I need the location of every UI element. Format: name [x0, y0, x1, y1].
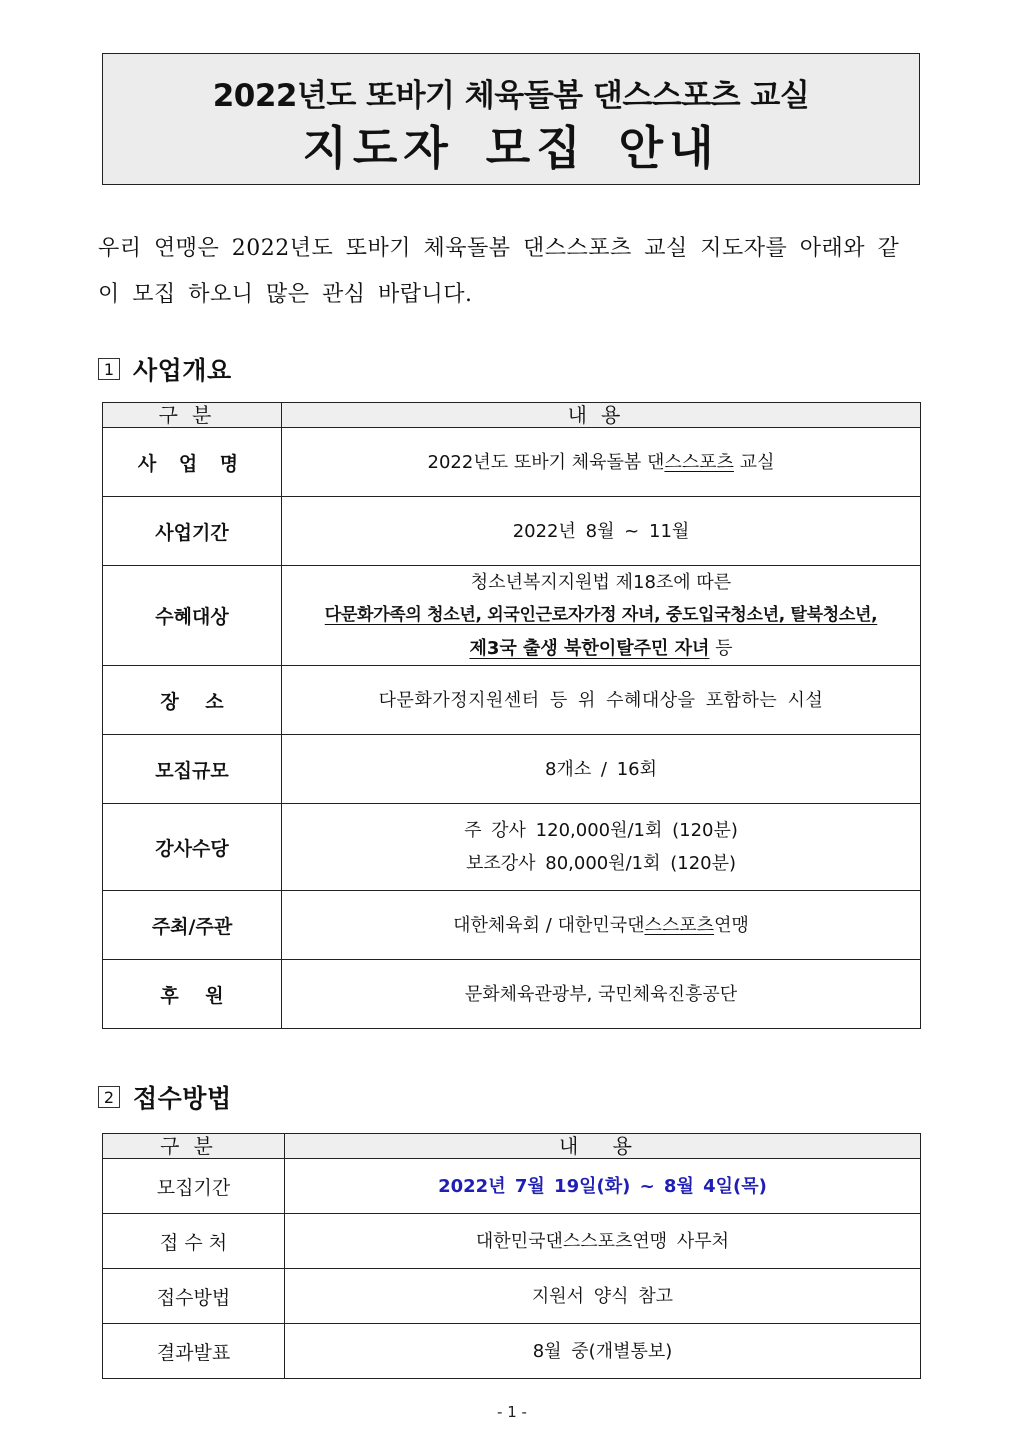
header-category: 구분 [103, 403, 282, 428]
table-header-row [103, 403, 921, 428]
row-value: 8월 중(개별통보) [285, 1324, 921, 1379]
row-value: 다문화가정지원센터 등 위 수혜대상을 포함하는 시설 [282, 666, 921, 735]
page-number: - 1 - [497, 1403, 527, 1421]
table-row [103, 497, 921, 566]
row-value: 2022년 7월 19일(화) ~ 8월 4일(목) [285, 1159, 921, 1214]
table-row [103, 566, 921, 666]
header-content: 내용 [282, 403, 921, 428]
table-row [103, 891, 921, 960]
table-row [103, 804, 921, 891]
table-row [103, 1324, 921, 1379]
row-value [282, 804, 921, 891]
row-value: 대한민국댄스스포츠연맹 사무처 [285, 1214, 921, 1269]
row-label: 주최/주관 [103, 891, 282, 960]
row-label: 접 수 처 [103, 1214, 285, 1269]
target-line-3: 제3국 출생 북한이탈주민 자녀 등 [469, 638, 733, 659]
title-box [102, 53, 920, 185]
row-label: 결과발표 [103, 1324, 285, 1379]
row-label: 장 소 [103, 666, 282, 735]
row-value: 8개소 / 16회 [282, 735, 921, 804]
row-label: 수혜대상 [103, 566, 282, 666]
document-title: 2022년도 또바기 체육돌봄 댄스스포츠 교실 [212, 78, 810, 114]
row-value: 2022년도 또바기 체육돌봄 댄스스포츠 교실 [282, 428, 921, 497]
intro-paragraph [98, 226, 918, 318]
header-content: 내 용 [285, 1134, 921, 1159]
section-1-title: 사업개요 [133, 356, 232, 385]
row-value: 대한체육회 / 대한민국댄스스포츠연맹 [282, 891, 921, 960]
header-category: 구분 [103, 1134, 285, 1159]
row-label: 모집기간 [103, 1159, 285, 1214]
overview-table [102, 402, 921, 1029]
row-label: 강사수당 [103, 804, 282, 891]
application-table [102, 1133, 921, 1379]
row-label: 접수방법 [103, 1269, 285, 1324]
row-value: 2022년 8월 ~ 11월 [282, 497, 921, 566]
row-label: 후 원 [103, 960, 282, 1029]
row-label: 사 업 명 [103, 428, 282, 497]
fee-line-2: 보조강사 80,000원/1회 (120분) [465, 853, 737, 874]
section-1-heading [98, 354, 232, 384]
section-1-number: 1 [98, 358, 120, 380]
table-row [103, 735, 921, 804]
row-value: 지원서 양식 참고 [285, 1269, 921, 1324]
table-row [103, 1269, 921, 1324]
row-label: 사업기간 [103, 497, 282, 566]
row-value: 문화체육관광부, 국민체육진흥공단 [282, 960, 921, 1029]
row-label: 모집규모 [103, 735, 282, 804]
table-row [103, 1159, 921, 1214]
intro-line-1: 우리 연맹은 2022년도 또바기 체육돌봄 댄스스포츠 교실 지도자를 아래와 같 [98, 236, 900, 261]
intro-line-2: 이 모집 하오니 많은 관심 바랍니다. [98, 282, 473, 307]
section-2-heading [98, 1082, 232, 1112]
document-subtitle: 지도자 모집 안내 [302, 121, 720, 175]
target-line-2: 다문화가족의 청소년, 외국인근로자가정 자녀, 중도입국청소년, 탈북청소년, [324, 605, 878, 625]
fee-line-1: 주 강사 120,000원/1회 (120분) [464, 820, 738, 841]
table-row [103, 1214, 921, 1269]
table-row [103, 960, 921, 1029]
section-2-number: 2 [98, 1086, 120, 1108]
target-line-1: 청소년복지지원법 제18조에 따른 [470, 572, 732, 593]
table-row [103, 428, 921, 497]
row-value [282, 566, 921, 666]
table-header-row [103, 1134, 921, 1159]
section-2-title: 접수방법 [133, 1084, 232, 1113]
table-row [103, 666, 921, 735]
